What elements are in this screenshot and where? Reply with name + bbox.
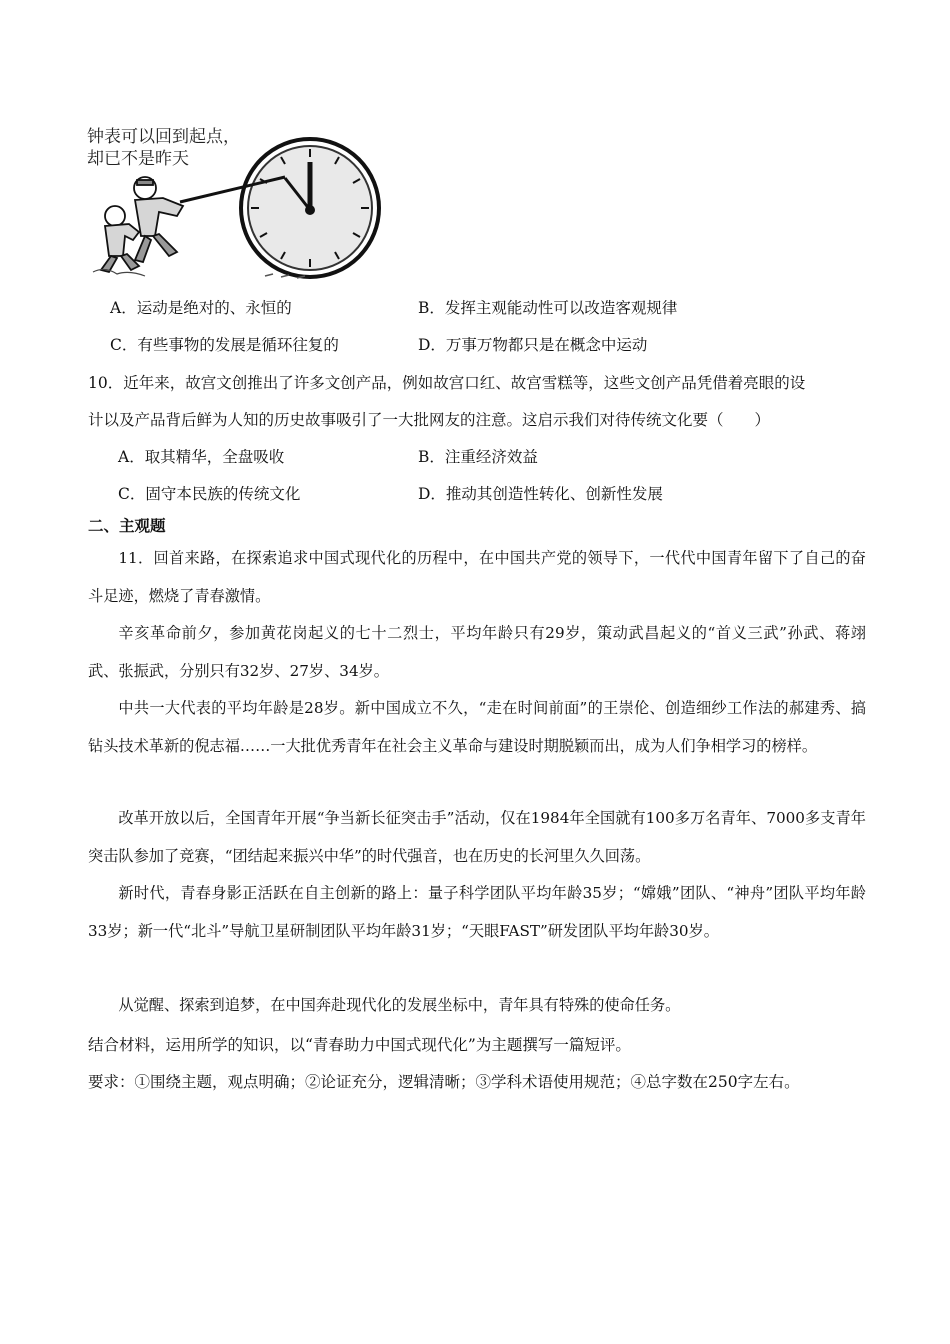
- q9-option-a[interactable]: A．运动是绝对的、永恒的: [110, 299, 292, 317]
- q11-paragraph-5: 新时代，青春身影正活跃在自主创新的路上：量子科学团队平均年龄35岁；“嫦娥”团队、“神舟”团队平均年龄33岁；新一代“北斗”导航卫星研制团队平均年龄31岁；“天眼FAST”研发团队平均年龄30岁。: [88, 884, 866, 940]
- q9-option-b[interactable]: B．发挥主观能动性可以改造客观规律: [418, 299, 678, 317]
- q10-option-d[interactable]: D．推动其创造性转化、创新性发展: [418, 485, 663, 503]
- q10-stem-line1: 10．近年来，故宫文创推出了许多文创产品，例如故宫口红、故宫雪糕等，这些文创产品凭借着亮眼的设: [88, 374, 806, 392]
- section-title: 二、主观题: [88, 517, 166, 535]
- cartoon-caption-line2: 却已不是昨天: [87, 149, 189, 169]
- q10-stem-line2: 计以及产品背后鲜为人知的历史故事吸引了一大批网友的注意。这启示我们对待传统文化要（ ）: [88, 411, 771, 429]
- q10-option-a[interactable]: A．取其精华，全盘吸收: [118, 448, 285, 466]
- q9-option-c[interactable]: C．有些事物的发展是循环往复的: [110, 336, 339, 354]
- cartoon-caption-line1: 钟表可以回到起点，: [87, 127, 240, 147]
- q10-option-c[interactable]: C．固守本民族的传统文化: [118, 485, 301, 503]
- clock-cartoon-image: [85, 120, 385, 280]
- q11-paragraph-4: 改革开放以后，全国青年开展“争当新长征突击手”活动，仅在1984年全国就有100多万名青年、7000多支青年突击队参加了竞赛，“团结起来振兴中华”的时代强音，也在历史的长河里久久回荡。: [88, 809, 866, 865]
- q11-paragraph-2: 辛亥革命前夕，参加黄花岗起义的七十二烈士，平均年龄只有29岁，策动武昌起义的“首义三武”孙武、蒋翊武、张振武，分别只有32岁、27岁、34岁。: [88, 624, 866, 680]
- q11-task: 结合材料，运用所学的知识，以“青春助力中国式现代化”为主题撰写一篇短评。: [88, 1036, 631, 1054]
- q11-paragraph-1: 11．回首来路，在探索追求中国式现代化的历程中，在中国共产党的领导下，一代代中国青年留下了自己的奋斗足迹，燃烧了青春激情。: [88, 549, 866, 605]
- q11-paragraph-6: 从觉醒、探索到追梦，在中国奔赴现代化的发展坐标中，青年具有特殊的使命任务。: [118, 996, 681, 1014]
- q9-option-d[interactable]: D．万事万物都只是在概念中运动: [418, 336, 648, 354]
- q11-paragraph-3: 中共一大代表的平均年龄是28岁。新中国成立不久，“走在时间前面”的王崇伦、创造细纱工作法的郝建秀、搞钻头技术革新的倪志福……一大批优秀青年在社会主义革命与建设时期脱颖而出，成为人们争相学习的榜样。: [88, 699, 866, 755]
- clock-center-pin: [305, 205, 315, 215]
- q10-option-b[interactable]: B．注重经济效益: [418, 448, 538, 466]
- two-men-figures: [101, 177, 183, 272]
- q11-requirements: 要求：①围绕主题，观点明确；②论证充分，逻辑清晰；③学科术语使用规范；④总字数在250字左右。: [88, 1073, 800, 1091]
